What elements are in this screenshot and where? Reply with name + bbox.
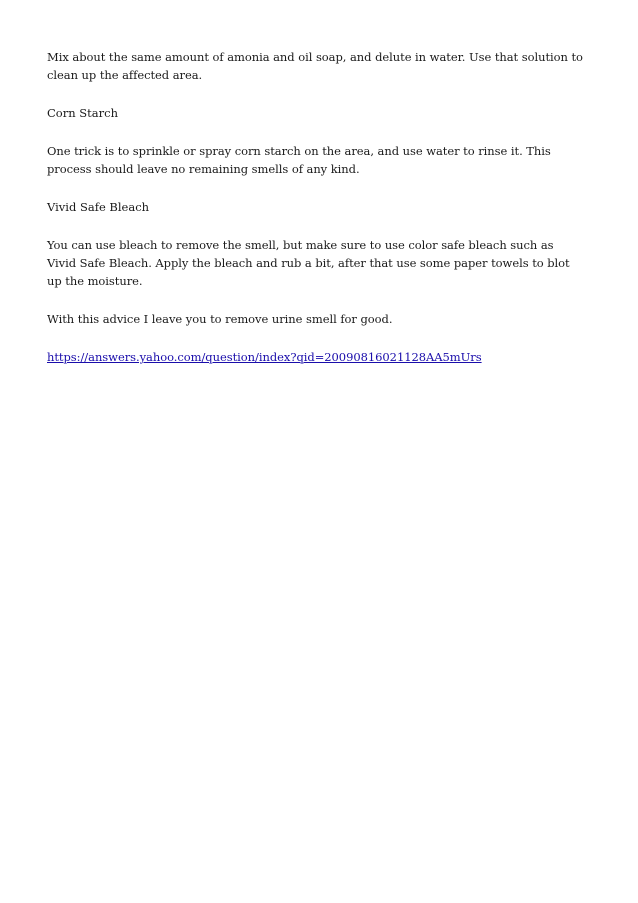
paragraph-corn-starch: One trick is to sprinkle or spray corn starch on the area, and use water to rinse it. This process should leave no remaining smells of any kind.: [47, 144, 551, 176]
paragraph-ammonia-oil-soap: Mix about the same amount of amonia and oil soap, and delute in water. Use that solution to clean up the affected area.: [47, 50, 583, 82]
source-link[interactable]: https://answers.yahoo.com/question/index?qid=20090816021128AA5mUrs: [47, 350, 482, 364]
source-link-line: [47, 348, 586, 366]
heading-corn-starch: Corn Starch: [47, 106, 118, 120]
paragraph-bleach: You can use bleach to remove the smell, but make sure to use color safe bleach such as Vivid Safe Bleach. Apply the bleach and rub a bit, after that use some paper towels to blot up the moisture.: [47, 238, 570, 288]
paragraph-closing-advice: With this advice I leave you to remove urine smell for good.: [47, 312, 393, 326]
heading-vivid-safe-bleach: Vivid Safe Bleach: [47, 200, 150, 214]
